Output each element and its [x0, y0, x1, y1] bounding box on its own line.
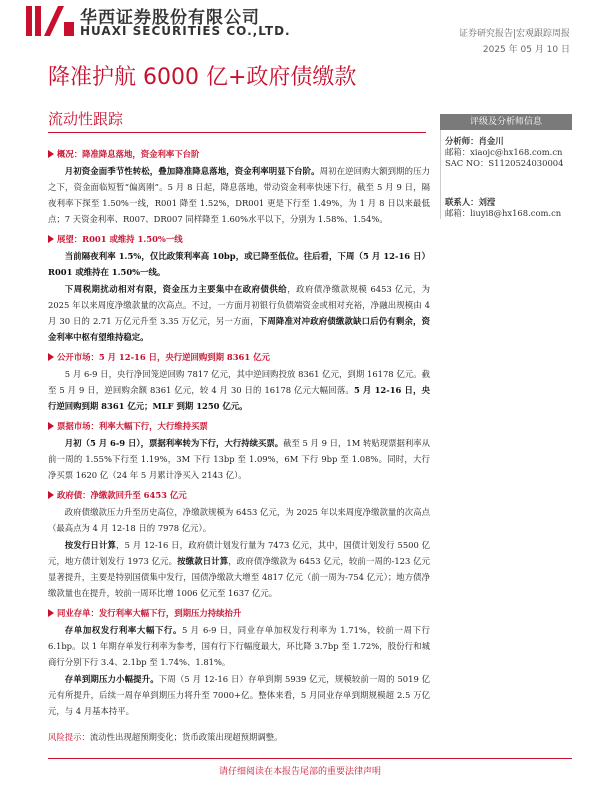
section-heading: 政府债：净缴款回升至 6453 亿元: [48, 487, 430, 503]
triangle-bullet-icon: [48, 235, 54, 243]
section: [48, 146, 430, 227]
section-heading: 票据市场：利率大幅下行，大行维持买票: [48, 418, 430, 434]
risk-warning: 风险提示：流动性出现超预期变化；货币政策出现超预期调整。: [48, 732, 283, 742]
analyst-info: [440, 130, 572, 219]
paragraph: 存单到期压力小幅提升。下周（5 月 12-16 日）存单到期 5939 亿元，规模较前一周的 5019 亿元有所提升，后续一周存单到期压力将升至 7000+亿。整体来看，5 月同业存单到期规模超 2.5 万亿元，与 4 月基本持平。: [48, 674, 431, 716]
main-content: [48, 142, 430, 745]
section-heading: 概况：降准降息落地，资金利率下台阶: [48, 146, 430, 162]
section: [48, 349, 430, 414]
section-heading: 同业存单：发行利率大幅下行，到期压力持续抬升: [48, 605, 430, 621]
sidebar-heading: 评级及分析师信息: [440, 114, 572, 130]
paragraph: 5 月 6-9 日，央行净回笼逆回购 7817 亿元，其中逆回购投放 8361 亿元，到期 16178 亿元。截至 5 月 9 日，逆回购余额 8361 亿元，较 4 月 30 日的 16178 亿元大幅回落。5 月 12-16 日，央行逆回购到期 8361 亿元；MLF 到期 1250 亿元。: [48, 369, 430, 411]
analyst-email[interactable]: 邮箱：xiaojc@hx168.com.cn: [445, 147, 563, 157]
section-heading: 公开市场：5 月 12-16 日，央行逆回购到期 8361 亿元: [48, 349, 430, 365]
analyst-sac-number: SAC NO：S1120524030004: [445, 158, 564, 168]
contact-name: 联系人：刘滢: [445, 197, 496, 207]
report-date: 2025 年 05 月 10 日: [482, 45, 570, 55]
analyst-name: 分析师：肖金川: [445, 136, 504, 146]
company-name-en: HUAXI SECURITIES CO.,LTD.: [80, 24, 291, 38]
triangle-bullet-icon: [48, 491, 54, 499]
triangle-bullet-icon: [48, 150, 54, 158]
company-name-cn: 华西证券股份有限公司: [80, 8, 260, 28]
triangle-bullet-icon: [48, 353, 54, 361]
contact-email[interactable]: 邮箱：liuyi8@hx168.com.cn: [445, 208, 562, 218]
section-heading: 展望：R001 或维持 1.50%一线: [48, 231, 430, 247]
paragraph: 月初（5 月 6-9 日），票据利率转为下行，大行持续买票。截至 5 月 9 日，1M 转贴现票据利率从前一周的 1.55%下行至 1.19%，3M 下行 13bp 至 1.09%，6M 下行 9bp 至 1.08%。同时，大行净买票 1620 亿（24 年 5 月累计净买入 2143 亿）。: [48, 438, 430, 480]
section: [48, 487, 430, 601]
triangle-bullet-icon: [48, 422, 54, 430]
document-type: 证券研究报告|宏观跟踪周报: [458, 29, 570, 39]
paragraph: 政府债缴款压力升至历史高位，净缴款规模为 6453 亿元，为 2025 年以来周度净缴款量的次高点（最高点为 4 月 12-18 日的 7978 亿元）。: [48, 507, 430, 533]
sidebar: [440, 114, 572, 219]
paragraph: 按发行日计算，5 月 12-16 日，政府债计划发行量为 7473 亿元，其中，国债计划发行 5500 亿元，地方债计划发行 1973 亿元。按缴款日计算，政府债净缴款为 6453 亿元，较前一周的-123 亿元显著提升，主要是特别国债集中发行，国债净缴款大增至 4817 亿元（前一周为-754 亿元）；地方债净缴款量也在提升，较前一周环比增 1006 亿元至 1637 亿元。: [48, 540, 431, 598]
report-title: 降准护航 6000 亿+政府债缴款: [48, 65, 357, 90]
huaxi-logo-icon: [24, 2, 76, 38]
paragraph: 当前隔夜利率 1.5%，仅比政策利率高 10bp，或已降至低位。往后看，下周（5 月 12-16 日）R001 或维持在 1.50%一线。: [48, 251, 430, 277]
triangle-bullet-icon: [48, 609, 54, 617]
section: [48, 418, 430, 483]
section: [48, 231, 430, 345]
paragraph: 存单加权发行利率大幅下行。5 月 6-9 日，同业存单加权发行利率为 1.71%，较前一周下行 6.1bp。以 1 年期存单发行利率为参考，国有行下行幅度最大，环比降 3.7bp 至 1.72%，股份行和城商行分别下行 3.4、2.1bp 至 1.74%、1.81%。: [48, 625, 430, 667]
section: [48, 605, 430, 719]
footer-divider: [48, 758, 572, 759]
legal-notice: 请仔细阅读在本报告尾部的重要法律声明: [218, 767, 381, 777]
paragraph: 月初资金面季节性转松，叠加降准降息落地，资金利率明显下台阶。周初在逆回购大额到期的压力之下，资金面临短暂“偏离刚”。5 月 8 日起，降息落地，带动资金利率快速下行，截至 5 月 9 日，隔夜利率下探至 1.50%一线，R001 降至 1.52%，DR001 更是下行至 1.49%，为 1 月 8 日以来最低点；7 天资金利率、R007、DR007 同样降至 1.60%水平以下，分别为 1.58%、1.54%。: [48, 166, 430, 224]
title-divider: [48, 132, 426, 133]
report-subtitle: 流动性跟踪: [48, 110, 124, 128]
paragraph: 下周税期扰动相对有限，资金压力主要集中在政府债供给，政府债净缴款规模 6453 亿元，为 2025 年以来周度净缴款量的次高点。不过，一方面月初银行负债端资金或相对充裕，净融出规模由 4 月 30 日的 2.71 万亿元升至 3.35 万亿元，另一方面，下周降准对冲政府债缴款缺口后仍有剩余，资金利率中枢有望维持稳定。: [48, 284, 431, 342]
